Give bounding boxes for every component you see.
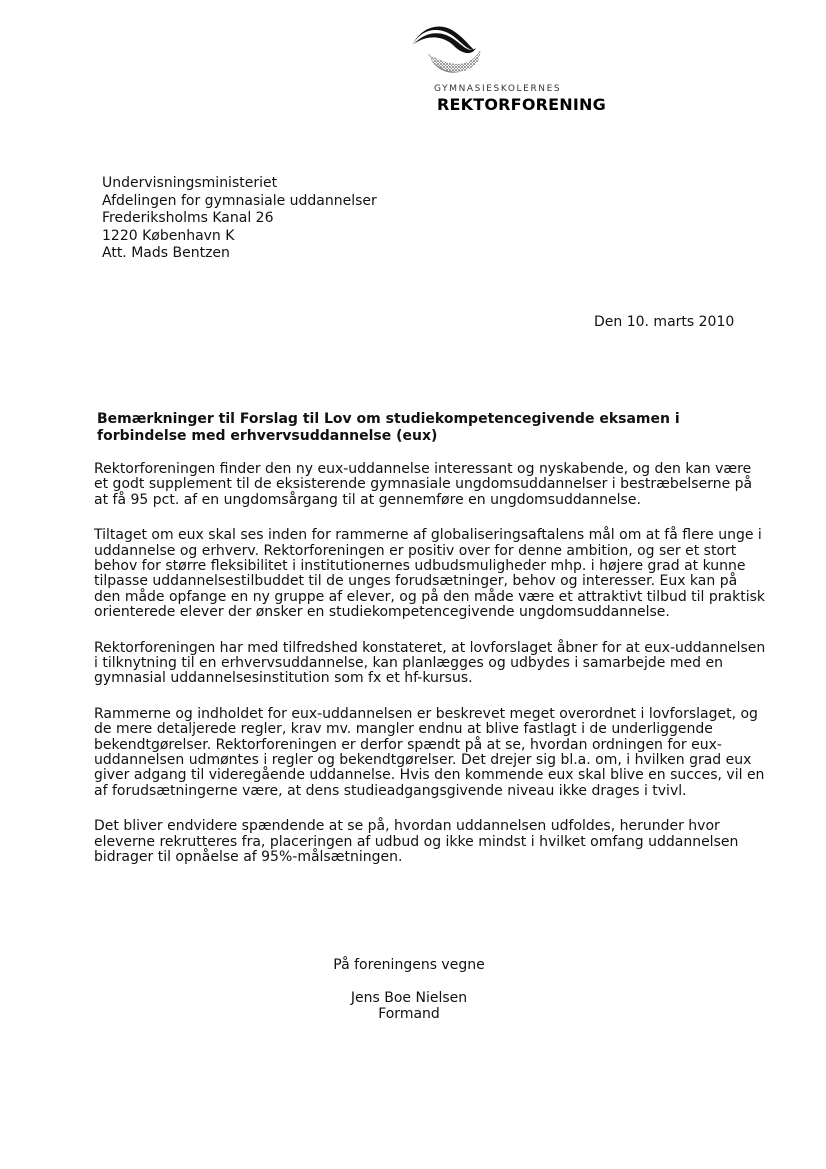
letter-date: Den 10. marts 2010 bbox=[594, 314, 735, 330]
signoff-name: Jens Boe Nielsen bbox=[350, 990, 468, 1006]
address-line: Afdelingen for gymnasiale uddannelser bbox=[102, 192, 377, 209]
address-line: Att. Mads Bentzen bbox=[102, 245, 230, 261]
body-paragraph: Det bliver endvidere spændende at se på, hvordan uddannelsen udfoldes, herunder hvor eleverne rekrutteres fra, placeringen af udbud og ikke mindst i hvilket omfang uddannelsen bidrager til opnåelse af 95%-målsætningen. bbox=[94, 818, 739, 865]
org-subtitle: GYMNASIESKOLERNES bbox=[434, 84, 562, 94]
body-paragraph: Rektorforeningen har med tilfredshed konstateret, at lovforslaget åbner for at eux-uddannelsen i tilknytning til en erhvervsuddannelse, kan planlægges og udbydes i samarbejde med en gymnasial uddannelsesinstitution som fx et hf-kursus. bbox=[94, 639, 766, 687]
org-name: REKTORFORENING bbox=[437, 95, 606, 114]
recipient-address bbox=[102, 175, 377, 263]
letter-subject: Bemærkninger til Forslag til Lov om studiekompetencegivende eksamen i forbindelse med erhvervsuddannelse (eux) bbox=[97, 411, 680, 444]
signoff bbox=[300, 957, 518, 1022]
signoff-title: Formand bbox=[378, 1006, 440, 1022]
address-line: 1220 København K bbox=[102, 227, 235, 244]
body-paragraph: Rektorforeningen finder den ny eux-uddannelse interessant og nyskabende, og den kan være et godt supplement til de eksisterende gymnasiale ungdomsuddannelser i bestræbelserne på at få 95 pct. af en ungdomsårgang til at gennemføre en ungdomsuddannelse. bbox=[94, 461, 753, 508]
body-paragraph: Tiltaget om eux skal ses inden for rammerne af globaliseringsaftalens mål om at få flere unge i uddannelse og erhverv. Rektorforeningen er positiv over for denne ambition, og ser et stort behov for større fleksibilitet i institutionernes udbudsmuligheder mhp. i højere grad at kunne tilpasse uddannelsestilbuddet til de unges forudsætninger, behov og interesser. Eux kan på den måde opfange en ny gruppe af elever, og på den måde være et attraktivt tilbud til praktisk orienterede elever der ønsker en studiekompetencegivende ungdomsuddannelse. bbox=[94, 527, 766, 620]
signoff-greeting: På foreningens vegne bbox=[333, 957, 485, 973]
address-line: Undervisningsministeriet bbox=[102, 175, 278, 191]
letter-body bbox=[94, 462, 766, 886]
address-line: Frederiksholms Kanal 26 bbox=[102, 210, 274, 226]
body-paragraph: Rammerne og indholdet for eux-uddannelsen er beskrevet meget overordnet i lovforslaget, og de mere detaljerede regler, krav mv. mangler endnu at blive fastlagt i de underliggende bekendtgørelser. Rektorforeningen er derfor spændt på at se, hvordan ordningen for eux-uddannelsen udmøntes i regler og bekendtgørelser. Det drejer sig bl.a. om, i hvilken grad eux giver adgang til videregående uddannelse. Hvis den kommende eux skal blive en succes, vil en af forudsætningerne være, at dens studieadgangsgivende niveau ikke drages i tvivl. bbox=[94, 706, 765, 799]
swoosh-logo-icon bbox=[410, 24, 490, 84]
